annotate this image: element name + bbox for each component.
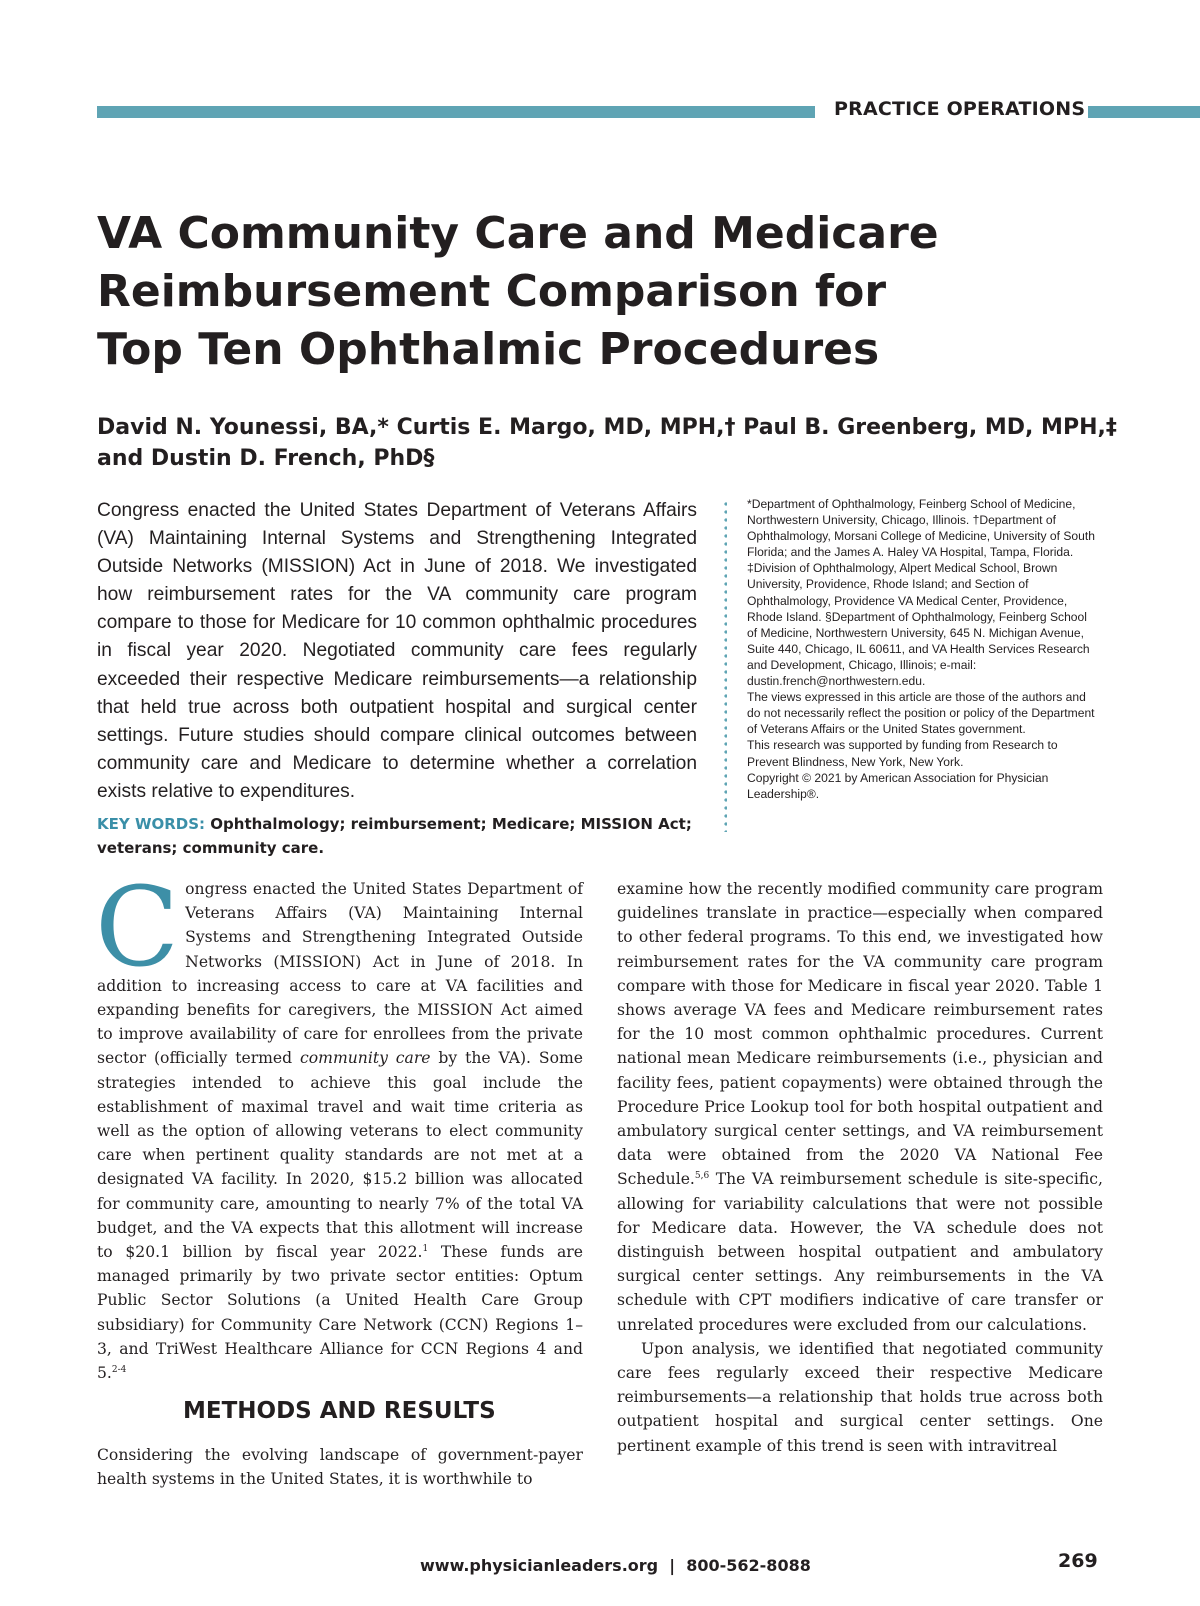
- header-band-left: [97, 106, 815, 118]
- reference-marker: 1: [422, 1243, 429, 1254]
- intro-emphasis: community care: [300, 1049, 431, 1068]
- dotted-divider: [724, 500, 727, 832]
- affiliations-note: [747, 496, 1097, 802]
- affiliation-copyright: Copyright © 2021 by American Association for Physician Leadership®.: [747, 770, 1049, 801]
- title-line: VA Community Care and Medicare: [97, 208, 939, 259]
- header-band-right: [1088, 106, 1200, 118]
- intro-text: by the VA). Some strategies intended to achieve this goal include the establishment of maximal travel and wait time criteria as well as the option of allowing veterans to elect community care when pertinent quality standards are not met at a designated VA facility. In 2020, $15.2 billion was allocated for community care, amounting to nearly 7% of the total VA budget, and the VA expects that this allotment will increase to $20.1 billion by fiscal year 2022.: [97, 1049, 583, 1262]
- results-text: examine how the recently modified community care program guidelines translate in practice—especially when compared to other federal programs. To this end, we investigated how reimbursement rates for the VA community care program compare with those for Medicare in fiscal year 2020. Table 1 shows average VA fees and Medicare reimbursement rates for the 10 most common ophthalmic procedures. Current national mean Medicare reimbursements (i.e., physician and facility fees, patient copayments) were obtained through the Procedure Price Lookup tool for both hospital outpatient and ambulatory surgical center settings, and VA reimbursement data were obtained from the 2020 VA National Fee Schedule.: [617, 880, 1103, 1189]
- intro-text: These funds are managed primarily by two private sector entities: Optum Public Sector Solutions (a United Health Care Group subsidiary) for Community Care Network (CCN) Regions 1–3, and TriWest Healthcare Alliance for CCN Regions 4 and 5.: [97, 1243, 583, 1383]
- results-text: The VA reimbursement schedule is site-specific, allowing for variability calculations that were not possible for Medicare data. However, the VA schedule does not distinguish between hospital outpatient and ambulatory surgical center settings. Any reimbursements in the VA schedule with CPT modifiers indicative of care transfer or unrelated procedures were excluded from our calculations.: [617, 1170, 1103, 1334]
- section-heading-methods: METHODS AND RESULTS: [183, 1398, 496, 1424]
- drop-cap: C: [95, 863, 180, 991]
- intro-text: ongress enacted the United States Department of Veterans Affairs (VA) Maintaining Internal Systems and Strengthening Integrated Outside Networks (MISSION) Act in June of 2018. In addition to increasing access to care at VA facilities and expanding benefits for caregivers, the MISSION Act aimed to improve availability of care for enrollees from the private sector (officially termed: [97, 880, 583, 1068]
- title-line: Top Ten Ophthalmic Procedures: [97, 324, 880, 375]
- methods-paragraph: [97, 1443, 583, 1491]
- reference-marker: 5,6: [694, 1171, 710, 1182]
- author-line: and Dustin D. French, PhD§: [97, 446, 435, 471]
- author-list: [97, 412, 1117, 474]
- intro-paragraph: [95, 863, 583, 1385]
- article-title: [97, 205, 1057, 379]
- affiliation-funding: This research was supported by funding from Research to Prevent Blindness, New York, New York.: [747, 738, 1058, 769]
- page-number: 269: [1058, 1550, 1098, 1572]
- abstract: Congress enacted the United States Department of Veterans Affairs (VA) Maintaining Internal Systems and Strengthening Integrated Outside Networks (MISSION) Act in June of 2018. We investigated how reimbursement rates for the VA community care program compare to those for Medicare for 10 common ophthalmic procedures in fiscal year 2020. Negotiated community care fees regularly exceeded their respective Medicare reimbursements—a relationship that held true across both outpatient hospital and surgical center settings. Future studies should compare clinical outcomes between community care and Medicare to determine whether a correlation exists relative to expenditures.: [97, 500, 697, 802]
- keywords: [97, 812, 697, 860]
- section-label: PRACTICE OPERATIONS: [834, 98, 1086, 120]
- keywords-text: Ophthalmology; reimbursement; Medicare; MISSION Act; veterans; community care.: [97, 815, 692, 857]
- results-paragraph: [617, 877, 1103, 1337]
- affiliation-departments: *Department of Ophthalmology, Feinberg School of Medicine, Northwestern University, Chicago, Illinois. †Department of Ophthalmology, Morsani College of Medicine, University of South Florida; and the James A. Haley VA Hospital, Tampa, Florida. ‡Division of Ophthalmology, Alpert Medical School, Brown University, Providence, Rhode Island; and Section of Ophthalmology, Providence VA Medical Center, Providence, Rhode Island. §Department of Ophthalmology, Feinberg School of Medicine, Northwestern University, 645 N. Michigan Avenue, Suite 440, Chicago, IL 60611, and VA Health Services Research and Development, Chicago, Illinois; e-mail: dustin.french@northwestern.edu.: [747, 497, 1095, 689]
- keywords-label: KEY WORDS:: [97, 815, 206, 833]
- methods-text: Considering the evolving landscape of government-payer health systems in the United States, it is worthwhile to: [97, 1446, 583, 1489]
- title-line: Reimbursement Comparison for: [97, 266, 887, 317]
- reference-marker: 2-4: [111, 1364, 127, 1375]
- footer-contact: www.physicianleaders.org | 800-562-8088: [420, 1556, 811, 1575]
- author-line: David N. Younessi, BA,* Curtis E. Margo, MD, MPH,† Paul B. Greenberg, MD, MPH,‡: [97, 415, 1117, 440]
- body-column-right: [617, 877, 1103, 1458]
- affiliation-views: The views expressed in this article are those of the authors and do not necessarily reflect the position or policy of the Department of Veterans Affairs or the United States government.: [747, 690, 1095, 737]
- results-paragraph-2: Upon analysis, we identified that negotiated community care fees regularly exceed their respective Medicare reimbursements—a relationship that holds true across both outpatient hospital and surgical center settings. One pertinent example of this trend is seen with intravitreal: [617, 1339, 1103, 1455]
- body-column-left: [95, 863, 583, 1385]
